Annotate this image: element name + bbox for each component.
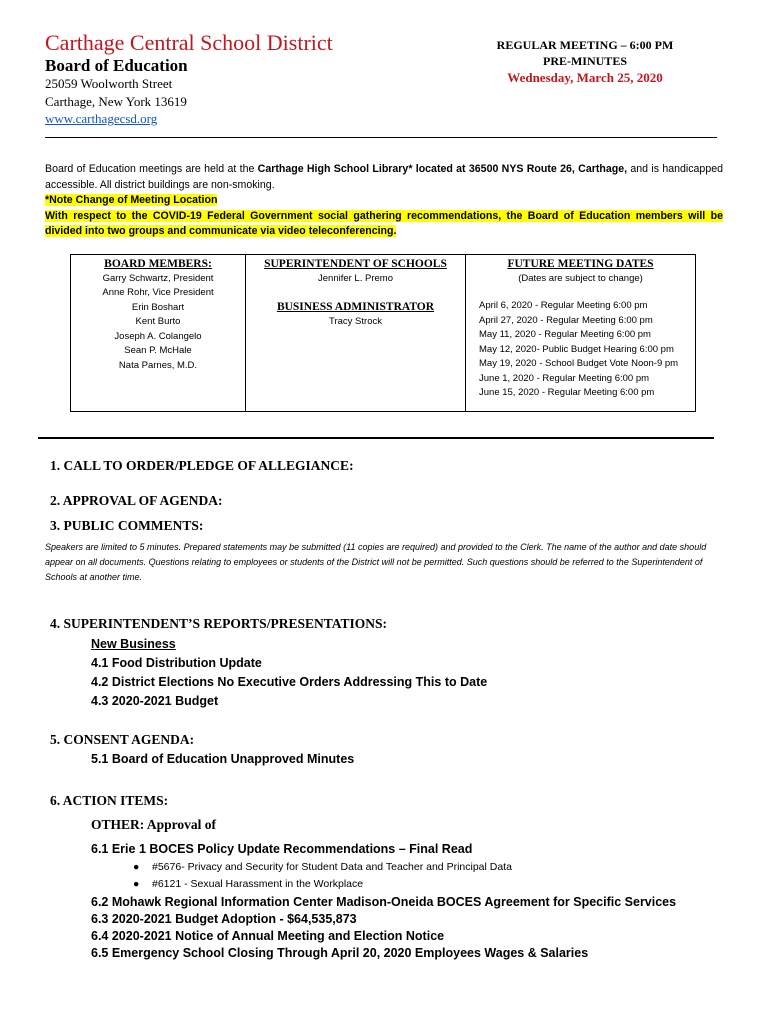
administration-column [246, 255, 466, 411]
policy-6121: #6121 - Sexual Harassment in the Workplace [152, 878, 364, 890]
superintendent-name: Jennifer L. Premo [318, 272, 393, 284]
subitem-4-3: 4.3 2020-2021 Budget [91, 694, 219, 708]
intro-text-c: and is handicapped accessible. All district buildings are non-smoking. [45, 163, 723, 191]
agenda-item-5: 5. CONSENT AGENDA: [50, 732, 195, 747]
bullet-icon: ● [133, 878, 140, 890]
future-date: June 15, 2020 - Regular Meeting 6:00 pm [479, 387, 655, 398]
meeting-date: Wednesday, March 25, 2020 [507, 70, 663, 85]
board-member: Kent Burto [135, 316, 181, 327]
subitem-6-3: 6.3 2020-2021 Budget Adoption - $64,535,873 [91, 912, 357, 926]
subitem-6-4: 6.4 2020-2021 Notice of Annual Meeting and Election Notice [91, 929, 445, 943]
board-member: Joseph A. Colangelo [114, 330, 202, 342]
future-dates-column [466, 255, 695, 411]
policy-5676: #5676- Privacy and Security for Student Data and Teacher and Principal Data [152, 861, 512, 873]
bullet-icon: ● [133, 861, 140, 873]
future-dates-note: (Dates are subject to change) [518, 272, 643, 284]
intro-text-a: Board of Education meetings are held at the [45, 163, 258, 175]
board-member: Garry Schwartz, President [102, 272, 214, 284]
district-name: Carthage Central School District [45, 30, 333, 55]
future-date: May 12, 2020- Public Budget Hearing 6:00 pm [479, 343, 674, 355]
agenda-item-2: 2. APPROVAL OF AGENDA: [50, 493, 223, 508]
board-member: Sean P. McHale [124, 345, 192, 356]
agenda-item-3: 3. PUBLIC COMMENTS: [50, 518, 204, 533]
future-date: May 11, 2020 - Regular Meeting 6:00 pm [479, 329, 651, 340]
subitem-6-2: 6.2 Mohawk Regional Information Center Madison-Oneida BOCES Agreement for Specific Services [91, 895, 677, 909]
city-address: Carthage, New York 13619 [45, 94, 187, 109]
public-comments-note: Speakers are limited to 5 minutes. Prepared statements may be submitted (11 copies are required) and provided to the Clerk. The name of the author and date should appear on all documents. Questions relating to employees or students of the District will not be permitted. Such questions should be referred to the Superintendent of Schools at another time. [45, 542, 707, 582]
subitem-6-1: 6.1 Erie 1 BOCES Policy Update Recommendations – Final Read [91, 842, 473, 856]
subitem-4-2: 4.2 District Elections No Executive Orders Addressing This to Date [91, 675, 488, 689]
covid-notice: With respect to the COVID-19 Federal Government social gathering recommendations, the Board of Education members will be divided into two groups and communicate via video teleconferencing. [45, 209, 723, 237]
section-divider [38, 437, 714, 439]
board-member: Erin Boshart [131, 301, 185, 313]
superintendent-heading: SUPERINTENDENT OF SCHOOLS [264, 258, 447, 270]
agenda-item-1: 1. CALL TO ORDER/PLEDGE OF ALLEGIANCE: [50, 458, 354, 473]
business-admin-heading: BUSINESS ADMINISTRATOR [276, 301, 435, 313]
agenda-item-4: 4. SUPERINTENDENT’S REPORTS/PRESENTATIONS: [50, 616, 387, 631]
board-member: Anne Rohr, Vice President [102, 287, 214, 298]
business-admin-name: Tracy Strock [329, 315, 382, 327]
subitem-4-1: 4.1 Food Distribution Update [91, 656, 262, 670]
location-change-note: *Note Change of Meeting Location [45, 194, 218, 206]
board-members-heading: BOARD MEMBERS: [104, 258, 212, 270]
new-business-heading: New Business [91, 637, 176, 651]
intro-location: Carthage High School Library* located at 36500 NYS Route 26, Carthage, [257, 163, 628, 175]
subitem-5-1: 5.1 Board of Education Unapproved Minutes [91, 752, 355, 766]
intro-paragraph [45, 162, 723, 240]
future-date: April 6, 2020 - Regular Meeting 6:00 pm [479, 300, 648, 311]
meeting-type: REGULAR MEETING – 6:00 PM [496, 38, 674, 52]
website-link[interactable]: www.carthagecsd.org [45, 111, 158, 126]
board-title: Board of Education [45, 56, 188, 75]
street-address: 25059 Woolworth Street [45, 76, 173, 91]
subitem-6-5: 6.5 Emergency School Closing Through April 20, 2020 Employees Wages & Salaries [91, 946, 589, 960]
info-box [70, 254, 696, 412]
minutes-label: PRE-MINUTES [542, 54, 627, 68]
header-divider [45, 137, 717, 138]
future-dates-heading: FUTURE MEETING DATES [507, 258, 654, 270]
agenda-item-6: 6. ACTION ITEMS: [50, 793, 169, 808]
board-member: Nata Parnes, M.D. [118, 359, 198, 371]
future-date: May 19, 2020 - School Budget Vote Noon-9 pm [479, 358, 679, 369]
future-date: June 1, 2020 - Regular Meeting 6:00 pm [479, 372, 650, 384]
future-date: April 27, 2020 - Regular Meeting 6:00 pm [479, 314, 653, 326]
board-members-column [71, 255, 246, 411]
other-approval-heading: OTHER: Approval of [91, 817, 217, 832]
